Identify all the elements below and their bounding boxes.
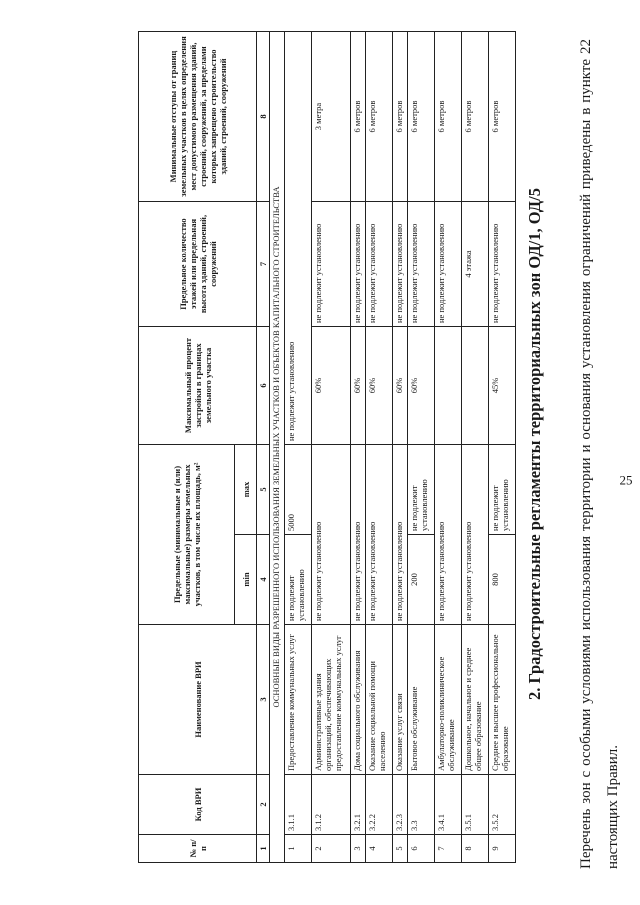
header-no: № п/п [139, 835, 257, 863]
cell-floors: не подлежит установлению [285, 32, 312, 445]
header-min: min [235, 535, 257, 625]
cell-name: Бытовое обслуживание [408, 625, 435, 775]
cell-setback: 6 метров [350, 32, 365, 202]
cell-percent: 60% [366, 327, 393, 445]
cell-floors: не подлежит установлению [435, 202, 462, 327]
cell-minmax: не подлежит установлению [392, 445, 407, 625]
cell-percent [462, 327, 489, 445]
column-number: 8 [257, 32, 270, 202]
cell-no: 5 [392, 835, 407, 863]
intro-paragraph [573, 39, 627, 869]
column-number: 5 [257, 445, 270, 535]
cell-percent: 60% [350, 327, 365, 445]
table-row [285, 32, 312, 863]
cell-floors: не подлежит установлению [366, 202, 393, 327]
cell-setback: 6 метров [435, 32, 462, 202]
cell-no: 4 [366, 835, 393, 863]
column-number: 1 [257, 835, 270, 863]
table-row [489, 32, 516, 863]
cell-max: не подлежит установлению [489, 445, 516, 535]
cell-setback: 6 метров [408, 32, 435, 202]
cell-min: 200 [408, 535, 435, 625]
cell-minmax: не подлежит установлению [435, 445, 462, 625]
cell-no: 9 [489, 835, 516, 863]
cell-no: 1 [285, 835, 312, 863]
cell-code: 3.5.1 [462, 775, 489, 835]
cell-floors: не подлежит установлению [392, 202, 407, 327]
cell-code: 3.3 [408, 775, 435, 835]
regulations-table [138, 31, 516, 863]
cell-name: Амбулаторно-поликлиническое обслуживание [435, 625, 462, 775]
cell-max: 5000 [285, 445, 312, 535]
header-percent: Максимальный процент застройки в границах земельного участка [139, 327, 257, 445]
header-size-text: Предельные (минимальные и (или) максимальные) размеры земельных участков, в том числе их площадь, м² [171, 462, 202, 607]
table-row [350, 32, 365, 863]
cell-floors: не подлежит установлению [350, 202, 365, 327]
section-title: 2. Градостроительные регламенты территориальных зон ОД/1, ОД/5 [525, 188, 544, 700]
cell-minmax: не подлежит установлению [312, 445, 351, 625]
column-number: 7 [257, 202, 270, 327]
cell-floors: не подлежит установлению [312, 202, 351, 327]
cell-percent: 60% [312, 327, 351, 445]
cell-floors: не подлежит установлению [489, 202, 516, 327]
cell-percent [435, 327, 462, 445]
column-number: 2 [257, 775, 270, 835]
table-row [392, 32, 407, 863]
cell-setback: 6 метров [489, 32, 516, 202]
cell-name: Среднее и высшее профессиональное образование [489, 625, 516, 775]
table-row [435, 32, 462, 863]
cell-code: 3.2.3 [392, 775, 407, 835]
cell-minmax: не подлежит установлению [366, 445, 393, 625]
cell-name: Дома социального обслуживания [350, 625, 365, 775]
header-setback: Минимальные отступы от границ земельных участков в целях определения мест допустимого размещения зданий, строений, сооружений, за пределами которых запрещено строительство зданий, строений, сооружений [139, 32, 257, 202]
cell-no: 8 [462, 835, 489, 863]
column-number: 6 [257, 327, 270, 445]
cell-name: Оказание социальной помощи населению [366, 625, 393, 775]
cell-max: не подлежит установлению [408, 445, 435, 535]
cell-floors: 4 этажа [462, 202, 489, 327]
column-number: 3 [257, 625, 270, 775]
cell-min: 800 [489, 535, 516, 625]
cell-percent: 45% [489, 327, 516, 445]
header-size [139, 445, 235, 625]
section-row: ОСНОВНЫЕ ВИДЫ РАЗРЕШЕННОГО ИСПОЛЬЗОВАНИЯ ЗЕМЕЛЬНЫХ УЧАСТКОВ И ОБЪЕКТОВ КАПИТАЛЬНОГО СТРОИТЕЛЬСТВА [270, 32, 285, 863]
header-name: Наименование ВРИ [139, 625, 257, 775]
cell-setback: 6 метров [392, 32, 407, 202]
cell-setback: 6 метров [462, 32, 489, 202]
cell-name: Предоставление коммунальных услуг [285, 625, 312, 775]
cell-code: 3.1.1 [285, 775, 312, 835]
cell-code: 3.4.1 [435, 775, 462, 835]
header-floors: Предельное количество этажей или предельная высота зданий, строений, сооружений [139, 202, 257, 327]
cell-minmax: не подлежит установлению [462, 445, 489, 625]
cell-percent: 60% [392, 327, 407, 445]
cell-no: 6 [408, 835, 435, 863]
cell-floors: не подлежит установлению [408, 202, 435, 327]
table-row [408, 32, 435, 863]
cell-percent: 60% [408, 327, 435, 445]
table-row [312, 32, 351, 863]
cell-no: 7 [435, 835, 462, 863]
cell-min: не подлежит установлению [285, 535, 312, 625]
cell-no: 3 [350, 835, 365, 863]
column-number: 4 [257, 535, 270, 625]
header-max: max [235, 445, 257, 535]
cell-code: 3.1.2 [312, 775, 351, 835]
header-code: Код ВРИ [139, 775, 257, 835]
table-row [366, 32, 393, 863]
cell-no: 2 [312, 835, 351, 863]
cell-setback: 6 метров [366, 32, 393, 202]
page-number: 25 [619, 472, 633, 488]
cell-setback: 3 метра [312, 32, 351, 202]
cell-code: 3.2.1 [350, 775, 365, 835]
intro-text: Перечень зон с особыми условиями использования территории и основания установления ограничений приведены в пункте 22 настоящих Правил. [578, 39, 621, 869]
cell-code: 3.2.2 [366, 775, 393, 835]
cell-code: 3.5.2 [489, 775, 516, 835]
cell-name: Дошкольное, начальное и среднее общее образование [462, 625, 489, 775]
cell-name: Административные здания организаций, обеспечивающих предоставление коммунальных услуг [312, 625, 351, 775]
table-row [462, 32, 489, 863]
cell-name: Оказание услуг связи [392, 625, 407, 775]
cell-minmax: не подлежит установлению [350, 445, 365, 625]
